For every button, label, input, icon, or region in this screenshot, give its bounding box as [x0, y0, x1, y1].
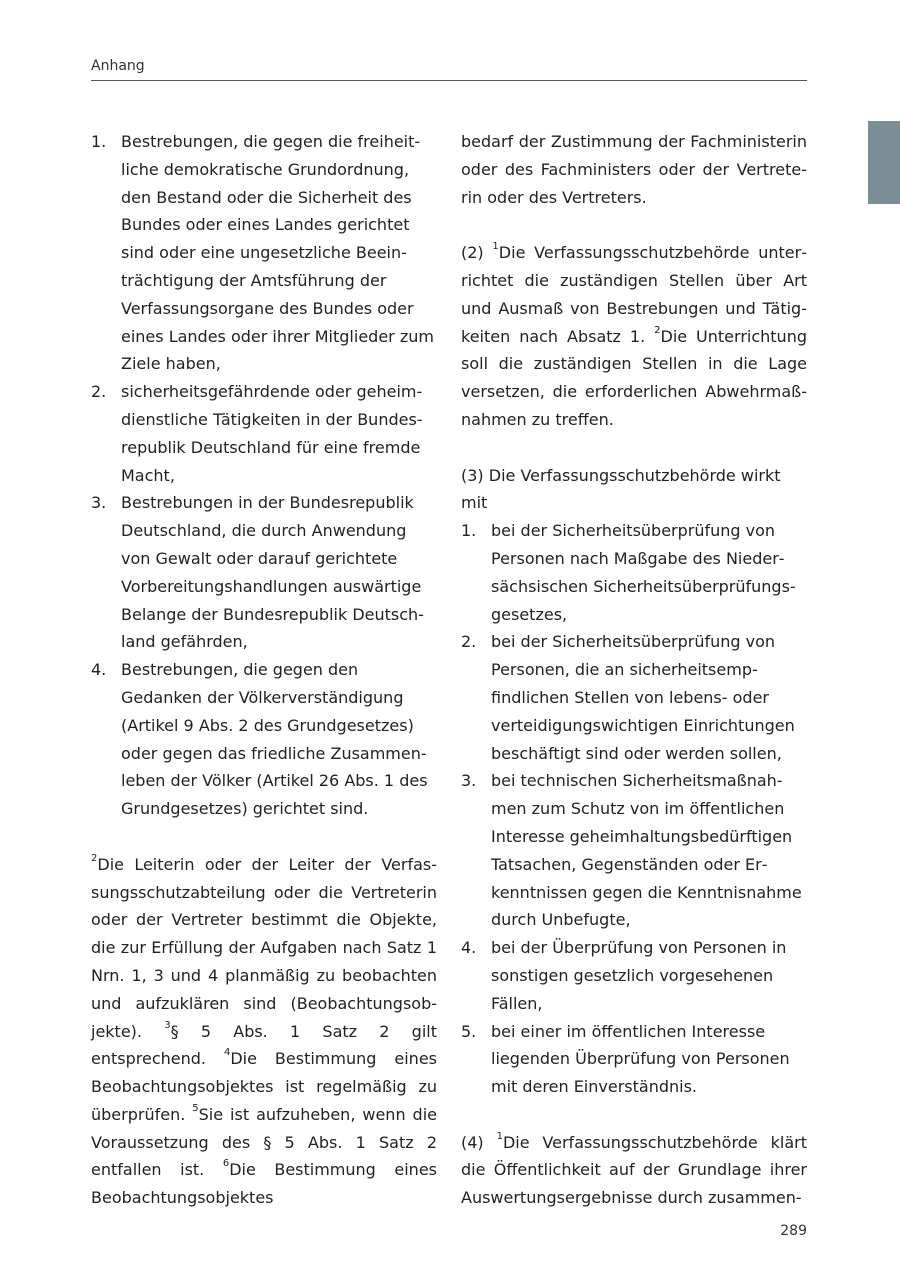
continuation-paragraph: bedarf der Zustimmung der Fachministerin oder des Fachministers oder der Vertreterin oder des Vertreters. [461, 132, 807, 207]
list-item: 4. bei der Überprüfung von Personen in sonstigen gesetzlich vorgesehenen Fällen, [461, 938, 787, 1013]
list-item: 1. Bestrebungen, die gegen die freiheitliche demokratische Grundordnung, den Bestand oder die Sicherheit des Bundes oder eines Landes gerichtet sind oder eine ungesetzliche Beeinträchtigung der Amtsführung der Verfassungsorgane des Bundes oder eines Landes oder ihrer Mitglieder zum Ziele haben, [91, 132, 434, 374]
list-item: 2. bei der Sicherheitsüberprüfung von Personen, die an sicherheitsempfindlichen Stellen von lebens- oder verteidigungswichtigen Einrichtungen beschäftigt sind oder werden sollen, [461, 632, 795, 763]
list-item: 5. bei einer im öffentlichen Interesse liegenden Überprüfung von Personen mit deren Einverständnis. [461, 1021, 790, 1097]
right-numbered-list [461, 517, 807, 1101]
section-4-paragraph: (4) $^1$Die Verfassungsschutzbehörde klärt die Öffentlichkeit auf der Grundlage ihrer Auswertungsergebnisse durch zusammen- [461, 1130, 808, 1208]
list-item: 3. bei technischen Sicherheitsmaßnahmen zum Schutz von im öffentlichen Interesse geheimhaltungsbedürftigen Tatsachen, Gegenständen oder Erkenntnissen gegen die Kenntnisnahme durch Unbefugte, [461, 771, 802, 930]
header-rule [91, 80, 807, 81]
running-header: Anhang [91, 58, 145, 74]
list-item: 2. sicherheitsgefährdende oder geheimdienstliche Tätigkeiten in der Bundesrepublik Deutschland für eine fremde Macht, [91, 382, 423, 485]
section-2-paragraph: (2) $^1$Die Verfassungsschutzbehörde unterrichtet die zuständigen Stellen über Art und Ausmaß von Bestrebungen und Tätigkeiten nach Absatz 1. $^2$Die Unterrichtung soll die zuständigen Stellen in die Lage versetzen, die erforderlichen Abwehrmaßnahmen zu treffen. [461, 241, 807, 429]
list-item: 1. bei der Sicherheitsüberprüfung von Personen nach Maßgabe des Niedersächsischen Sicherheitsüberprüfungsgesetzes, [461, 521, 796, 624]
left-numbered-list [91, 128, 437, 823]
section-3-intro: (3) Die Verfassungsschutzbehörde wirkt mit [461, 465, 781, 513]
left-column [91, 128, 437, 1212]
page-number: 289 [780, 1223, 807, 1239]
right-column [461, 128, 807, 1212]
section-side-tab [868, 121, 900, 204]
list-item: 4. Bestrebungen, die gegen den Gedanken der Völkerverständigung (Artikel 9 Abs. 2 des Grundgesetzes) oder gegen das friedliche Zusammenleben der Völker (Artikel 26 Abs. 1 des Grundgesetzes) gerichtet sind. [91, 660, 428, 819]
list-item: 3. Bestrebungen in der Bundesrepublik Deutschland, die durch Anwendung von Gewalt oder darauf gerichtete Vorbereitungshandlungen auswärtige Belange der Bundesrepublik Deutschland gefährden, [91, 493, 424, 652]
observation-objects-paragraph: $^2$Die Leiterin oder der Leiter der Verfassungsschutzabteilung oder die Vertreterin oder der Vertreter bestimmt die Objekte, die zur Erfüllung der Aufgaben nach Satz 1 Nrn. 1, 3 und 4 planmäßig zu beobachten und aufzuklären sind (Beobachtungsobjekte). $^3$§ 5 Abs. 1 Satz 2 gilt entsprechend. $^4$Die Bestimmung eines Beobachtungsobjektes ist regelmäßig zu überprüfen. $^5$Sie ist aufzuheben, wenn die Voraussetzung des § 5 Abs. 1 Satz 2 entfallen ist. $^6$Die Bestimmung eines Beobachtungsobjektes [91, 852, 437, 1208]
